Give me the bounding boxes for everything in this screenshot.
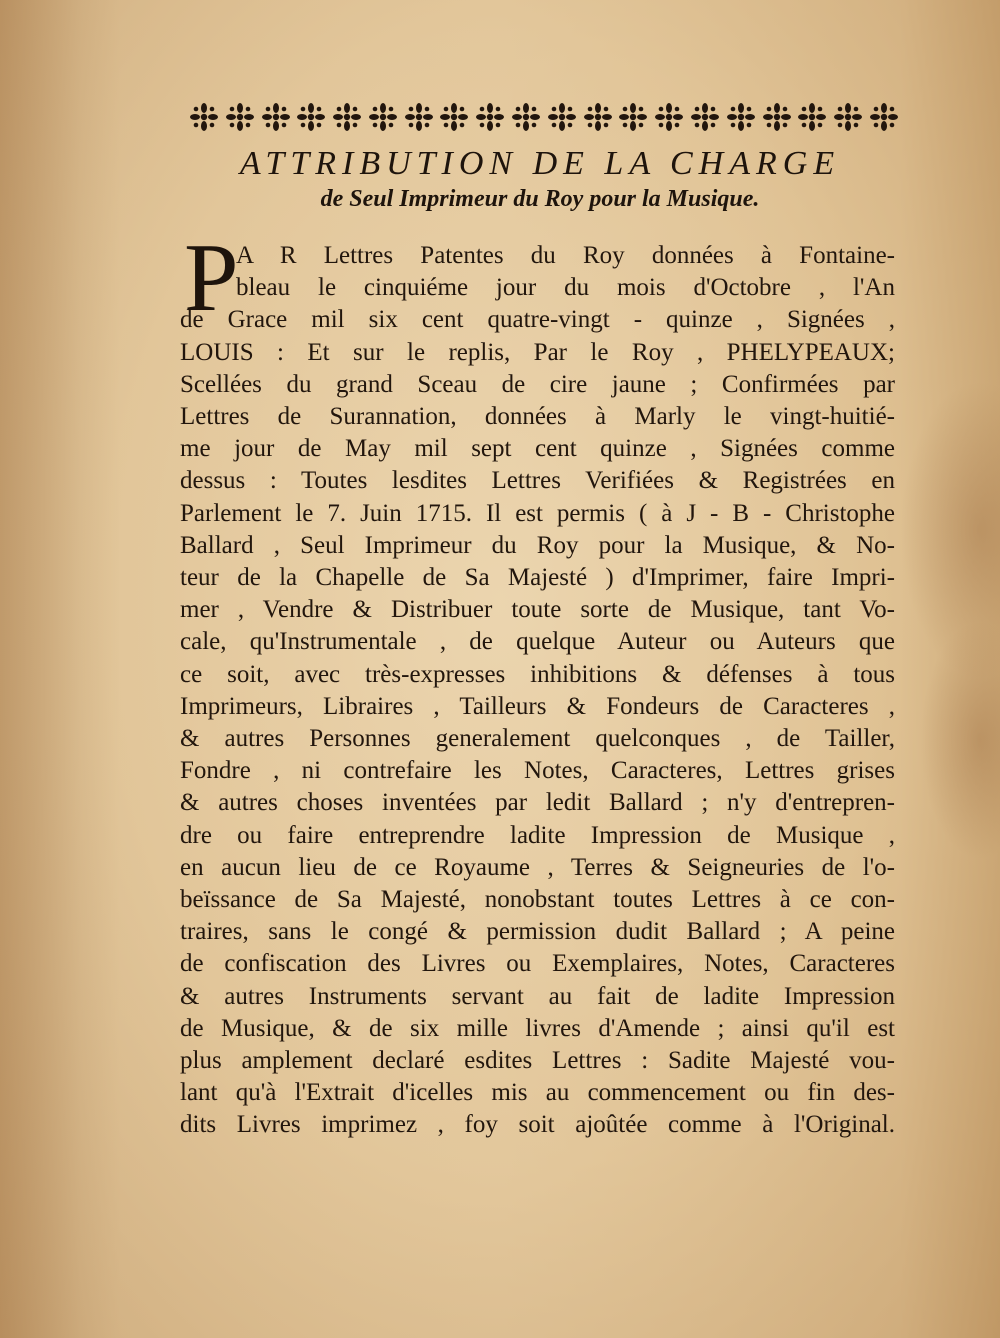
text-line: ce soit, avec très-expresses inhibitions & défenses à tous [180,660,895,688]
text-line: & autres Instruments servant au fait de ladite Impression [180,982,895,1010]
text-line: mer , Vendre & Distribuer toute sorte de Musique, tant Vo- [180,596,895,624]
text-line: dre ou faire entreprendre ladite Impression de Musique , [180,821,895,849]
fleuron-icon [653,102,685,132]
fleuron-icon [796,102,828,132]
fleuron-icon [617,102,649,132]
fleuron-icon [510,102,542,132]
text-line: de Grace mil six cent quatre-vingt - quinze , Signées , [180,306,895,334]
fleuron-icon [224,102,256,132]
fleuron-icon [260,102,292,132]
text-line: bleau le cinquiéme jour du mois d'Octobre , l'An [236,274,895,302]
text-line: Lettres de Surannation, données à Marly le vingt-huitié- [180,403,895,430]
fleuron-icon [403,102,435,132]
ornamental-header-band [188,100,900,134]
text-line: traires, sans le congé & permission dudit Ballard ; A peine [180,918,895,946]
text-line: me jour de May mil sept cent quinze , Signées comme [180,435,895,463]
text-line: dessus : Toutes lesdites Lettres Verifiées & Registrées en [180,467,895,495]
fleuron-icon [188,102,220,132]
text-line: LOUIS : Et sur le replis, Par le Roy , PHELYPEAUX; [180,338,895,366]
fleuron-icon [367,102,399,132]
document-subtitle: de Seul Imprimeur du Roy pour la Musique. [320,186,760,212]
fleuron-icon [689,102,721,132]
water-stain [920,620,1000,860]
fleuron-icon [761,102,793,132]
fleuron-icon [438,102,470,132]
text-line: & autres Personnes generalement quelconques , de Tailler, [180,725,895,752]
text-line: teur de la Chapelle de Sa Majesté ) d'Imprimer, faire Impri- [180,564,895,591]
text-line: Parlement le 7. Juin 1715. Il est permis ( à J - B - Christophe [180,499,895,527]
text-line: Ballard , Seul Imprimeur du Roy pour la Musique, & No- [180,531,895,559]
text-line: & autres choses inventées par ledit Ballard ; n'y d'entrepren- [180,789,895,817]
text-line: Fondre , ni contrefaire les Notes, Caracteres, Lettres grises [180,757,895,785]
text-line: dits Livres imprimez , foy soit ajoûtée comme à l'Original. [180,1111,895,1139]
fleuron-icon [832,102,864,132]
fleuron-icon [725,102,757,132]
text-line: de Musique, & de six mille livres d'Amende ; ainsi qu'il est [180,1014,895,1042]
fleuron-icon [295,102,327,132]
text-line: lant qu'à l'Extrait d'icelles mis au commencement ou fin des- [180,1079,895,1107]
fleuron-icon [331,102,363,132]
page-edge-shadow [0,0,120,1338]
fleuron-icon [474,102,506,132]
water-stain [900,380,1000,680]
text-line: plus amplement declaré esdites Lettres : Sadite Majesté vou- [180,1047,895,1074]
text-line: Imprimeurs, Libraires , Tailleurs & Fondeurs de Caracteres , [180,692,895,720]
text-line: en aucun lieu de ce Royaume , Terres & Seigneuries de l'o- [180,853,895,881]
text-line: de confiscation des Livres ou Exemplaires, Notes, Caracteres [180,950,895,978]
text-line: Scellées du grand Sceau de cire jaune ; Confirmées par [180,370,895,398]
fleuron-icon [868,102,900,132]
fleuron-icon [582,102,614,132]
fleuron-icon [546,102,578,132]
text-line: cale, qu'Instrumentale , de quelque Auteur ou Auteurs que [180,628,895,656]
drop-cap: P [184,224,239,332]
text-line: beïssance de Sa Majesté, nonobstant toutes Lettres à ce con- [180,886,895,913]
text-line: A R Lettres Patentes du Roy données à Fontaine- [236,242,895,269]
document-title: ATTRIBUTION DE LA CHARGE [239,145,841,182]
